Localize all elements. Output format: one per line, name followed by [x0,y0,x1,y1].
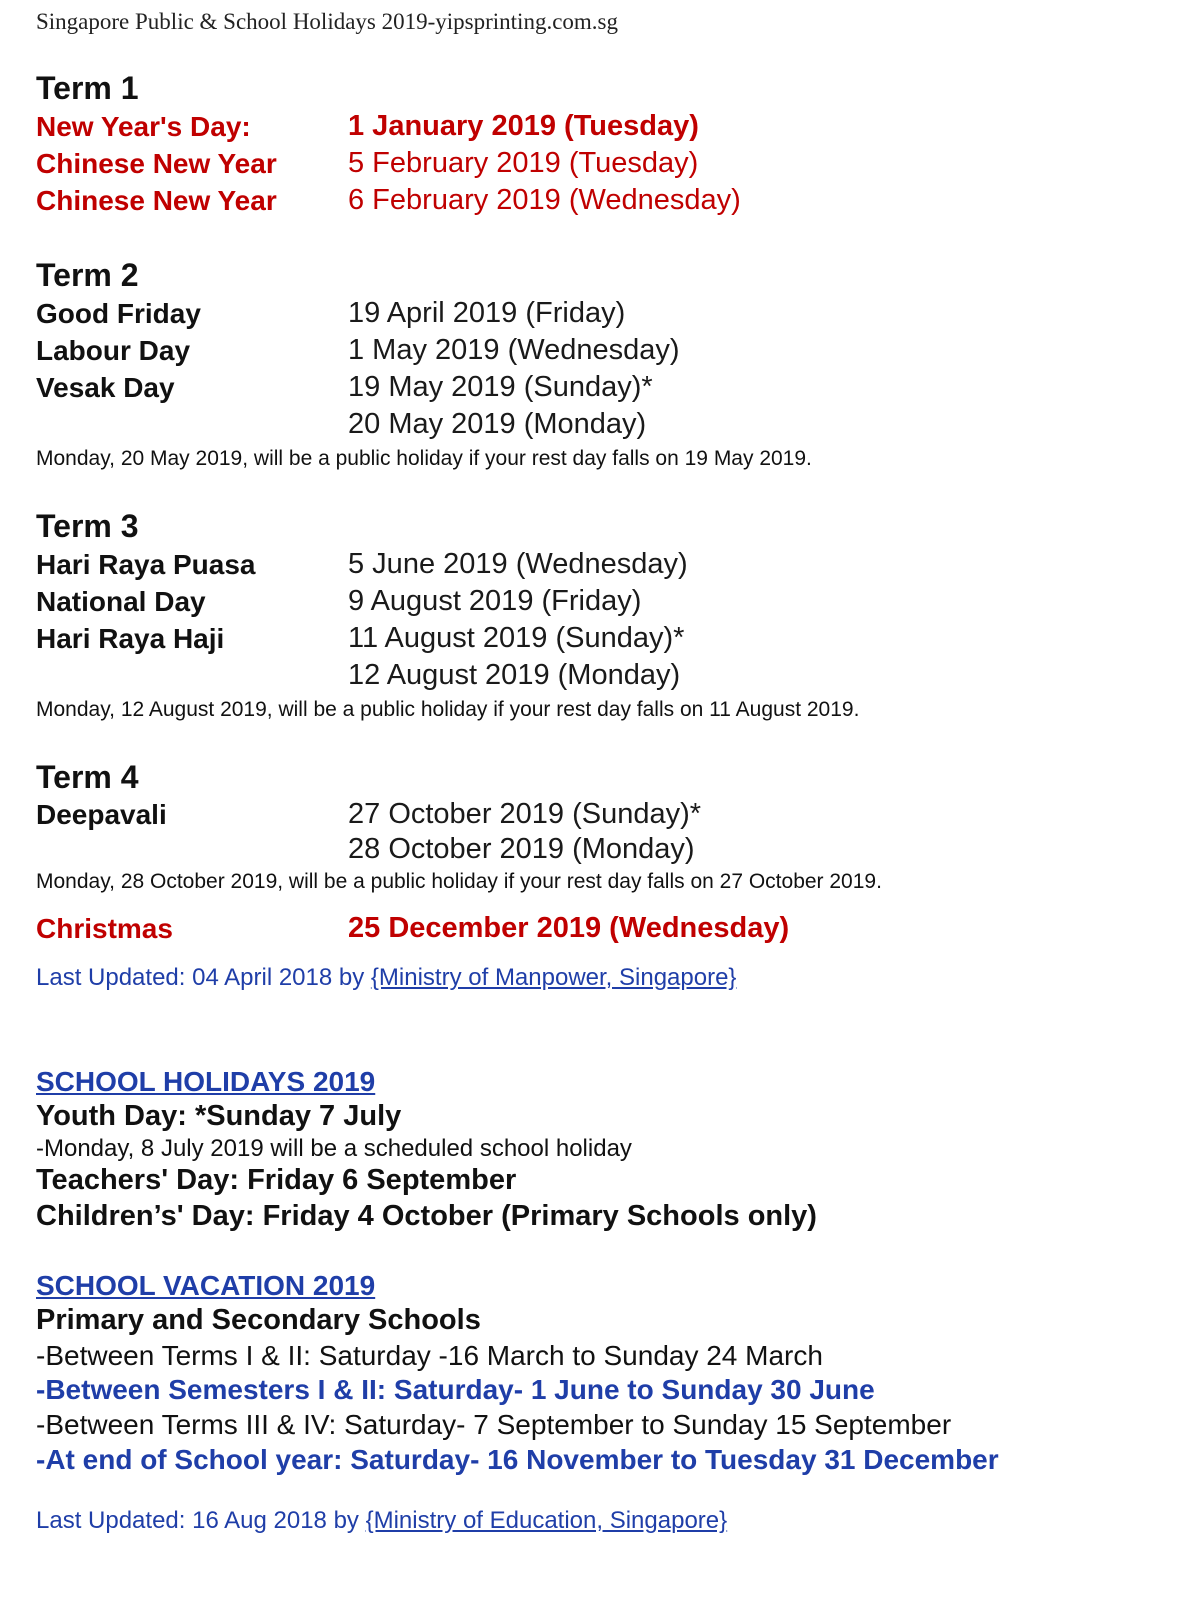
page-title: Singapore Public & School Holidays 2019-yipsprinting.com.sg [36,9,618,34]
term1-heading: Term 1 [36,70,139,106]
term3-heading: Term 3 [36,508,139,544]
moe-link[interactable]: {Ministry of Education, Singapore} [365,1507,728,1534]
term4-note: Monday, 28 October 2019, will be a public holiday if your rest day falls on 27 October 2019. [36,870,882,893]
holiday-date-chinese-new-year-2: 6 February 2019 (Wednesday) [348,184,741,216]
moe-last-updated [36,1507,727,1535]
vacation-item-terms-1-2: -Between Terms I & II: Saturday -16 March to Sunday 24 March [36,1340,823,1371]
holiday-date-chinese-new-year-1: 5 February 2019 (Tuesday) [348,147,699,179]
moe-last-updated-text: Last Updated: 16 Aug 2018 by [36,1507,366,1534]
holiday-name-new-years-day: New Year's Day: [36,111,251,142]
holiday-name-labour-day: Labour Day [36,335,191,366]
mom-link[interactable]: {Ministry of Manpower, Singapore} [370,964,737,991]
vacation-item-semesters-1-2: -Between Semesters I & II: Saturday- 1 June to Sunday 30 June [36,1374,875,1405]
school-vacation-subtitle: Primary and Secondary Schools [36,1304,481,1336]
holiday-name-good-friday: Good Friday [36,298,201,329]
term4-heading: Term 4 [36,759,139,795]
holiday-date-deepavali: 27 October 2019 (Sunday)* [348,798,702,830]
mom-last-updated [36,964,736,992]
term2-heading: Term 2 [36,257,139,293]
holiday-date-deepavali-observed: 28 October 2019 (Monday) [348,833,695,865]
holiday-date-christmas: 25 December 2019 (Wednesday) [348,912,790,944]
holiday-name-christmas: Christmas [36,913,173,944]
holiday-date-hari-raya-puasa: 5 June 2019 (Wednesday) [348,548,688,580]
vacation-item-end-of-year: -At end of School year: Saturday- 16 November to Tuesday 31 December [36,1444,999,1475]
school-holidays-heading[interactable]: SCHOOL HOLIDAYS 2019 [36,1066,376,1097]
holiday-date-vesak-day-observed: 20 May 2019 (Monday) [348,408,647,440]
term3-note: Monday, 12 August 2019, will be a public holiday if your rest day falls on 11 August 2019. [36,698,860,721]
holiday-date-national-day: 9 August 2019 (Friday) [348,585,642,617]
youth-day: Youth Day: *Sunday 7 July [36,1100,402,1132]
holiday-name-chinese-new-year-1: Chinese New Year [36,148,277,179]
holiday-name-hari-raya-puasa: Hari Raya Puasa [36,549,256,580]
term2-note: Monday, 20 May 2019, will be a public holiday if your rest day falls on 19 May 2019. [36,447,812,470]
holiday-date-good-friday: 19 April 2019 (Friday) [348,297,626,329]
holiday-name-vesak-day: Vesak Day [36,372,175,403]
childrens-day: Children’s' Day: Friday 4 October (Primary Schools only) [36,1200,817,1232]
teachers-day: Teachers' Day: Friday 6 September [36,1164,517,1196]
holiday-name-national-day: National Day [36,586,206,617]
holiday-date-hari-raya-haji: 11 August 2019 (Sunday)* [348,622,685,654]
holiday-date-labour-day: 1 May 2019 (Wednesday) [348,334,680,366]
holiday-name-chinese-new-year-2: Chinese New Year [36,185,277,216]
holiday-date-hari-raya-haji-observed: 12 August 2019 (Monday) [348,659,681,691]
mom-last-updated-text: Last Updated: 04 April 2018 by [36,964,371,991]
school-vacation-heading[interactable]: SCHOOL VACATION 2019 [36,1270,376,1301]
holiday-date-vesak-day: 19 May 2019 (Sunday)* [348,371,653,403]
holiday-name-deepavali: Deepavali [36,799,167,830]
holiday-name-hari-raya-haji: Hari Raya Haji [36,623,225,654]
vacation-item-terms-3-4: -Between Terms III & IV: Saturday- 7 September to Sunday 15 September [36,1409,952,1440]
holiday-date-new-years-day: 1 January 2019 (Tuesday) [348,110,699,142]
youth-day-note: -Monday, 8 July 2019 will be a scheduled school holiday [36,1135,632,1162]
